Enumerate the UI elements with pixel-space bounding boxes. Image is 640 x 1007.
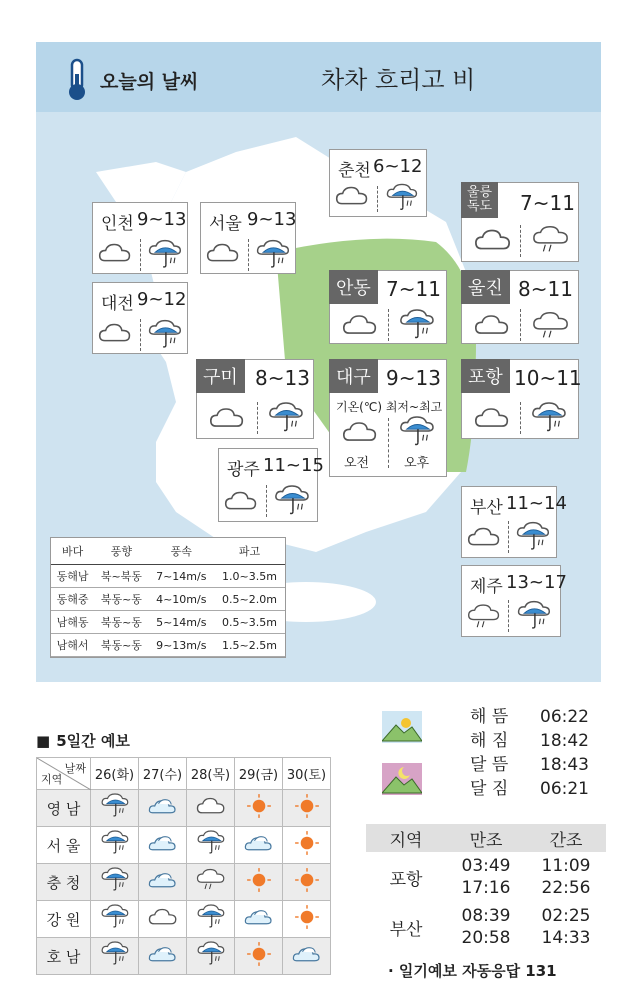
sea-cell: 9~13m/s (149, 634, 214, 657)
city-name: 대전 (101, 294, 134, 314)
temp-range: 7~11 (520, 191, 575, 215)
sun-icon (292, 792, 322, 820)
sunrise-icon (382, 711, 422, 743)
city-name: 인천 (101, 214, 134, 234)
hotline-text: · 일기예보 자동응답 131 (388, 962, 557, 980)
sea-header: 풍속 (149, 538, 214, 565)
rain-icon (255, 239, 291, 271)
sunset-label: 해 짐 (470, 731, 509, 751)
city-card-incheon (92, 202, 188, 274)
moonrise-label: 달 뜸 (470, 755, 509, 775)
moonrise-icon (382, 763, 422, 795)
forecast-cell (283, 827, 331, 864)
table-row (51, 634, 285, 657)
cloud-icon (342, 420, 378, 444)
sea-cell: 7~14m/s (149, 565, 214, 588)
city-card-seoul (200, 202, 296, 274)
rain-icon (100, 866, 130, 894)
sea-cell: 북동~동 (94, 634, 148, 657)
rain-icon (100, 792, 130, 820)
forecast-cell (283, 938, 331, 975)
cloud-rain-icon (532, 311, 570, 341)
table-row (51, 611, 285, 634)
city-card-daegu (329, 359, 447, 477)
cloud-sun-icon (244, 829, 274, 857)
low-tide-time: 14:33 (541, 928, 591, 948)
table-row (51, 588, 285, 611)
city-card-gwangju (218, 448, 324, 522)
table-row (37, 790, 331, 827)
sun-icon (292, 866, 322, 894)
forecast-cell (283, 790, 331, 827)
cloud-icon (342, 313, 378, 337)
forecast-cell (187, 864, 235, 901)
sea-header: 바다 (51, 538, 94, 565)
sea-header-row (51, 538, 285, 565)
high-tide-time: 03:49 (461, 856, 511, 876)
square-bullet-icon: ■ (36, 731, 51, 750)
city-name: 대구 (329, 359, 378, 393)
sea-header: 풍향 (94, 538, 148, 565)
rain-icon (196, 903, 226, 931)
temp-range: 9~13 (386, 366, 441, 390)
region-name: 강 원 (37, 901, 91, 938)
day-header: 29(금) (235, 758, 283, 790)
region-name: 충 청 (37, 864, 91, 901)
rain-icon (147, 319, 183, 351)
cloud-rain-icon (532, 225, 570, 255)
sea-cell: 남해동 (51, 611, 94, 634)
rain-icon (196, 940, 226, 968)
forecast-cell (91, 790, 139, 827)
sea-conditions-table (50, 537, 286, 658)
city-card-pohang (461, 359, 582, 439)
forecast-cell (91, 864, 139, 901)
city-card-gumi (196, 359, 314, 439)
city-card-jeju (461, 565, 567, 637)
city-name-line2: 독도 (467, 199, 493, 214)
tide-header: 간조 (549, 830, 583, 851)
forecast-cell (235, 827, 283, 864)
forecast-cell (139, 827, 187, 864)
cloud-icon (98, 321, 132, 345)
moonset-label: 달 짐 (470, 779, 509, 799)
rain-icon (267, 402, 305, 434)
high-tide-time: 08:39 (461, 906, 511, 926)
forecast-title: 5일간 예보 (56, 732, 130, 750)
cloud-sun-icon (148, 866, 178, 894)
moonrise-time: 18:43 (540, 755, 589, 775)
sea-cell: 4~10m/s (149, 588, 214, 611)
sea-cell: 동해남 (51, 565, 94, 588)
temp-range: 8~13 (255, 366, 310, 390)
forecast-cell (283, 901, 331, 938)
forecast-cell (187, 827, 235, 864)
cloud-icon (467, 525, 501, 549)
sun-icon (292, 903, 322, 931)
city-card-andong (329, 270, 447, 344)
sun-icon (244, 866, 274, 894)
tide-region: 부산 (389, 919, 423, 940)
tide-table (366, 824, 606, 952)
cloud-icon (474, 406, 510, 430)
forecast-cell (91, 901, 139, 938)
high-tide-time: 20:58 (461, 928, 511, 948)
rain-icon (147, 239, 183, 271)
table-row (37, 864, 331, 901)
table-row (51, 565, 285, 588)
low-tide-time: 11:09 (541, 856, 591, 876)
cloud-rain-icon (196, 866, 226, 894)
high-tide-time: 17:16 (461, 878, 511, 898)
temp-range: 10~11 (514, 366, 582, 390)
city-name: 춘천 (338, 161, 371, 181)
page-title: 오늘의 날씨 (100, 70, 199, 93)
temp-range: 11~15 (263, 455, 324, 476)
headline: 차차 흐리고 비 (321, 66, 476, 94)
forecast-cell (139, 901, 187, 938)
table-row (37, 901, 331, 938)
rain-icon (196, 829, 226, 857)
city-name: 포항 (461, 359, 510, 393)
forecast-cell (91, 827, 139, 864)
cloud-sun-icon (148, 792, 178, 820)
tide-header: 지역 (389, 830, 423, 851)
rain-icon (398, 309, 436, 341)
corner-region-label: 지역 (41, 773, 63, 786)
sea-cell: 남해서 (51, 634, 94, 657)
forecast-cell (235, 901, 283, 938)
forecast-cell (91, 938, 139, 975)
forecast-header-row (37, 758, 331, 790)
city-name: 서울 (209, 214, 242, 234)
temp-range: 8~11 (518, 277, 573, 301)
rain-icon (515, 521, 551, 553)
moonset-time: 06:21 (540, 779, 589, 799)
temp-range: 7~11 (386, 277, 441, 301)
cloud-icon (196, 792, 226, 820)
forecast-cell (235, 790, 283, 827)
cloud-icon (335, 184, 369, 208)
tide-region: 포항 (389, 869, 423, 890)
pm-label: 오후 (404, 456, 430, 471)
region-name: 호 남 (37, 938, 91, 975)
sea-cell: 0.5~2.0m (214, 588, 285, 611)
rain-icon (530, 402, 568, 434)
temp-range: 6~12 (373, 156, 423, 177)
cloud-icon (474, 227, 512, 253)
sunrise-time: 06:22 (540, 707, 589, 727)
corner-date-label: 날짜 (64, 762, 86, 775)
temp-range: 11~14 (506, 493, 567, 514)
temp-range: 13~17 (506, 572, 567, 593)
rain-icon (385, 183, 419, 213)
sun-icon (292, 829, 322, 857)
sea-cell: 북동~동 (94, 611, 148, 634)
rain-icon (100, 940, 130, 968)
sea-cell: 북~북동 (94, 565, 148, 588)
city-name-line1: 울릉 (467, 185, 493, 200)
city-name: 부산 (470, 498, 503, 518)
sea-cell: 1.0~3.5m (214, 565, 285, 588)
forecast-table (36, 757, 331, 975)
table-row (366, 902, 606, 952)
forecast-cell (283, 864, 331, 901)
day-header: 28(목) (187, 758, 235, 790)
cloud-sun-icon (292, 940, 322, 968)
city-name: 구미 (196, 359, 245, 393)
forecast-cell (187, 790, 235, 827)
city-name: 제주 (470, 577, 503, 597)
city-card-busan (461, 486, 567, 558)
temp-range: 9~13 (247, 209, 297, 230)
temp-legend-label: 기온(℃) 최저~최고 (336, 400, 443, 414)
cloud-icon (209, 406, 245, 430)
sea-cell: 0.5~3.5m (214, 611, 285, 634)
sun-icon (244, 940, 274, 968)
corner-header (37, 758, 91, 790)
table-row (37, 938, 331, 975)
cloud-rain-icon (467, 604, 501, 630)
cloud-icon (98, 241, 132, 265)
temp-range: 9~13 (137, 209, 187, 230)
table-row (37, 827, 331, 864)
forecast-cell (235, 864, 283, 901)
cloud-sun-icon (148, 940, 178, 968)
city-name: 광주 (227, 460, 260, 480)
sea-header: 파고 (214, 538, 285, 565)
cloud-sun-icon (244, 903, 274, 931)
city-card-chuncheon (329, 149, 427, 217)
forecast-cell (139, 938, 187, 975)
city-name: 안동 (329, 270, 378, 304)
region-name: 영 남 (37, 790, 91, 827)
day-header: 26(화) (91, 758, 139, 790)
low-tide-time: 02:25 (541, 906, 591, 926)
sunset-time: 18:42 (540, 731, 589, 751)
rain-icon (398, 416, 436, 448)
cloud-icon (224, 489, 258, 513)
city-card-daejeon (92, 282, 188, 354)
forecast-cell (235, 938, 283, 975)
weather-map-panel (36, 42, 601, 682)
city-card-ulleung (461, 182, 579, 262)
cloud-icon (474, 313, 510, 337)
cloud-icon (148, 903, 178, 931)
sunrise-label: 해 뜸 (470, 707, 509, 727)
forecast-cell (139, 864, 187, 901)
rain-icon (516, 600, 552, 632)
rain-icon (273, 485, 311, 517)
tide-header-row (366, 824, 606, 852)
day-header: 27(수) (139, 758, 187, 790)
forecast-cell (139, 790, 187, 827)
sea-cell: 5~14m/s (149, 611, 214, 634)
temp-range: 9~12 (137, 289, 187, 310)
table-row (366, 852, 606, 902)
five-day-forecast (36, 730, 331, 975)
rain-icon (100, 903, 130, 931)
tide-header: 만조 (469, 830, 503, 851)
rain-icon (100, 829, 130, 857)
cloud-sun-icon (148, 829, 178, 857)
forecast-cell (187, 901, 235, 938)
sea-cell: 1.5~2.5m (214, 634, 285, 657)
day-header: 30(토) (283, 758, 331, 790)
sea-cell: 동해중 (51, 588, 94, 611)
sea-cell: 북동~동 (94, 588, 148, 611)
region-name: 서 울 (37, 827, 91, 864)
forecast-cell (187, 938, 235, 975)
am-label: 오전 (344, 456, 370, 471)
low-tide-time: 22:56 (541, 878, 591, 898)
cloud-icon (206, 241, 240, 265)
sun-icon (244, 792, 274, 820)
city-name: 울진 (461, 270, 510, 304)
city-card-uljin (461, 270, 579, 344)
